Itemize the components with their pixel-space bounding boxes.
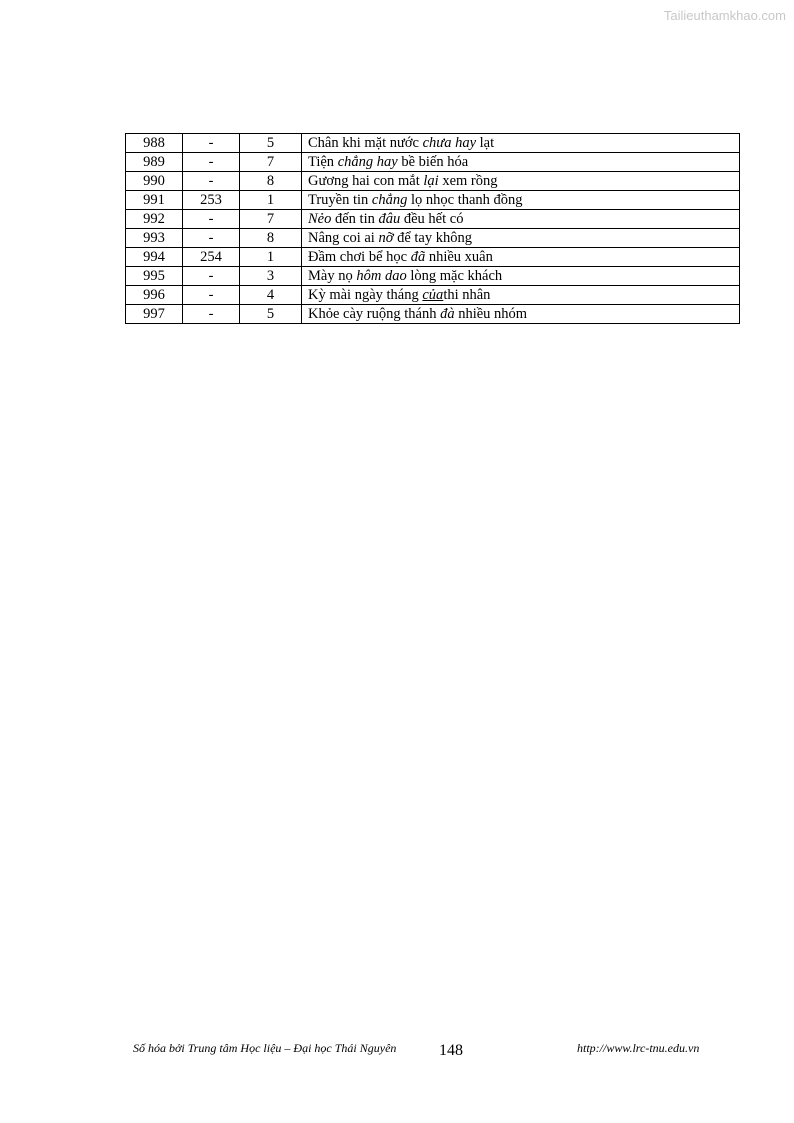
verse-text-cell (302, 229, 740, 248)
verse-emphasis: lại (423, 173, 439, 189)
verse-number-cell: 988 (126, 134, 183, 153)
verse-number-cell: 996 (126, 286, 183, 305)
footer-url[interactable]: http://www.lrc-tnu.edu.vn (577, 1041, 700, 1055)
verse-segment: lạt (476, 135, 495, 151)
line-cell: 1 (240, 191, 302, 210)
verse-text-cell (302, 153, 740, 172)
table-row (126, 286, 740, 305)
verse-text-cell (302, 248, 740, 267)
line-cell: 8 (240, 172, 302, 191)
verse-text-cell (302, 210, 740, 229)
verse-emphasis: chẳng hay (337, 154, 398, 170)
verse-emphasis: chẳng (371, 192, 408, 208)
verse-text-cell (302, 305, 740, 324)
verse-segment: bề biến hóa (397, 154, 469, 170)
line-cell: 5 (240, 134, 302, 153)
verse-emphasis: hôm dao (356, 268, 407, 284)
verse-segment: Nâng coi ai (308, 230, 379, 246)
table-row (126, 305, 740, 324)
verse-emphasis: của (422, 287, 444, 303)
table-row (126, 153, 740, 172)
table-row (126, 134, 740, 153)
verse-number-cell: 997 (126, 305, 183, 324)
watermark: Tailieuthamkhao.com (663, 8, 786, 23)
verse-number-cell: 989 (126, 153, 183, 172)
verse-segment: Truyền tin (308, 192, 372, 208)
line-cell: 4 (240, 286, 302, 305)
verse-number-cell: 992 (126, 210, 183, 229)
verse-segment: nhiều nhóm (454, 306, 528, 322)
verse-segment: lòng mặc khách (406, 268, 503, 284)
page-cell: - (183, 305, 240, 324)
table-body (126, 134, 740, 324)
line-cell: 7 (240, 153, 302, 172)
verse-text-cell (302, 191, 740, 210)
page-number: 148 (439, 1042, 463, 1059)
footer-source: Số hóa bởi Trung tâm Học liệu – Đại học Thái Nguyên (133, 1041, 397, 1055)
line-cell: 8 (240, 229, 302, 248)
page-cell: - (183, 134, 240, 153)
page-cell: - (183, 210, 240, 229)
line-cell: 7 (240, 210, 302, 229)
verse-table (125, 133, 740, 324)
page-cell: - (183, 286, 240, 305)
verse-segment: xem rồng (438, 173, 498, 189)
verse-text-cell (302, 172, 740, 191)
verse-text-cell (302, 134, 740, 153)
page-cell: - (183, 229, 240, 248)
verse-segment: Gương hai con mắt (308, 173, 424, 189)
verse-segment: Kỳ mài ngày tháng (308, 287, 423, 303)
verse-emphasis: đã (410, 249, 426, 265)
verse-segment: thi nhân (443, 287, 491, 303)
verse-number-cell: 995 (126, 267, 183, 286)
page-cell: 253 (183, 191, 240, 210)
verse-text-cell (302, 267, 740, 286)
verse-segment: Khỏe cày ruộng thánh (308, 306, 441, 322)
page-cell: 254 (183, 248, 240, 267)
page-cell: - (183, 172, 240, 191)
verse-emphasis: đà (440, 306, 455, 322)
line-cell: 3 (240, 267, 302, 286)
verse-segment: Chân khi mặt nước (308, 135, 423, 151)
verse-number-cell: 991 (126, 191, 183, 210)
table-row (126, 229, 740, 248)
verse-segment: đều hết có (400, 211, 464, 227)
verse-segment: nhiều xuân (425, 249, 493, 265)
verse-segment: đến tin (331, 211, 379, 227)
verse-segment: Mày nọ (308, 268, 357, 284)
verse-text-cell (302, 286, 740, 305)
verse-segment: để tay không (393, 230, 472, 246)
table-row (126, 248, 740, 267)
line-cell: 1 (240, 248, 302, 267)
verse-segment: Đầm chơi bể học (308, 249, 411, 265)
verse-segment: Tiện (308, 154, 338, 170)
verse-number-cell: 994 (126, 248, 183, 267)
table-row (126, 172, 740, 191)
line-cell: 5 (240, 305, 302, 324)
verse-emphasis: đâu (378, 211, 401, 227)
table-row (126, 191, 740, 210)
verse-number-cell: 990 (126, 172, 183, 191)
verse-emphasis: chưa hay (422, 135, 476, 151)
table-row (126, 210, 740, 229)
table-row (126, 267, 740, 286)
verse-emphasis: nỡ (378, 230, 394, 246)
page-cell: - (183, 267, 240, 286)
page-cell: - (183, 153, 240, 172)
verse-emphasis: Nẻo (308, 211, 332, 227)
verse-number-cell: 993 (126, 229, 183, 248)
verse-segment: lọ nhọc thanh đồng (407, 192, 523, 208)
